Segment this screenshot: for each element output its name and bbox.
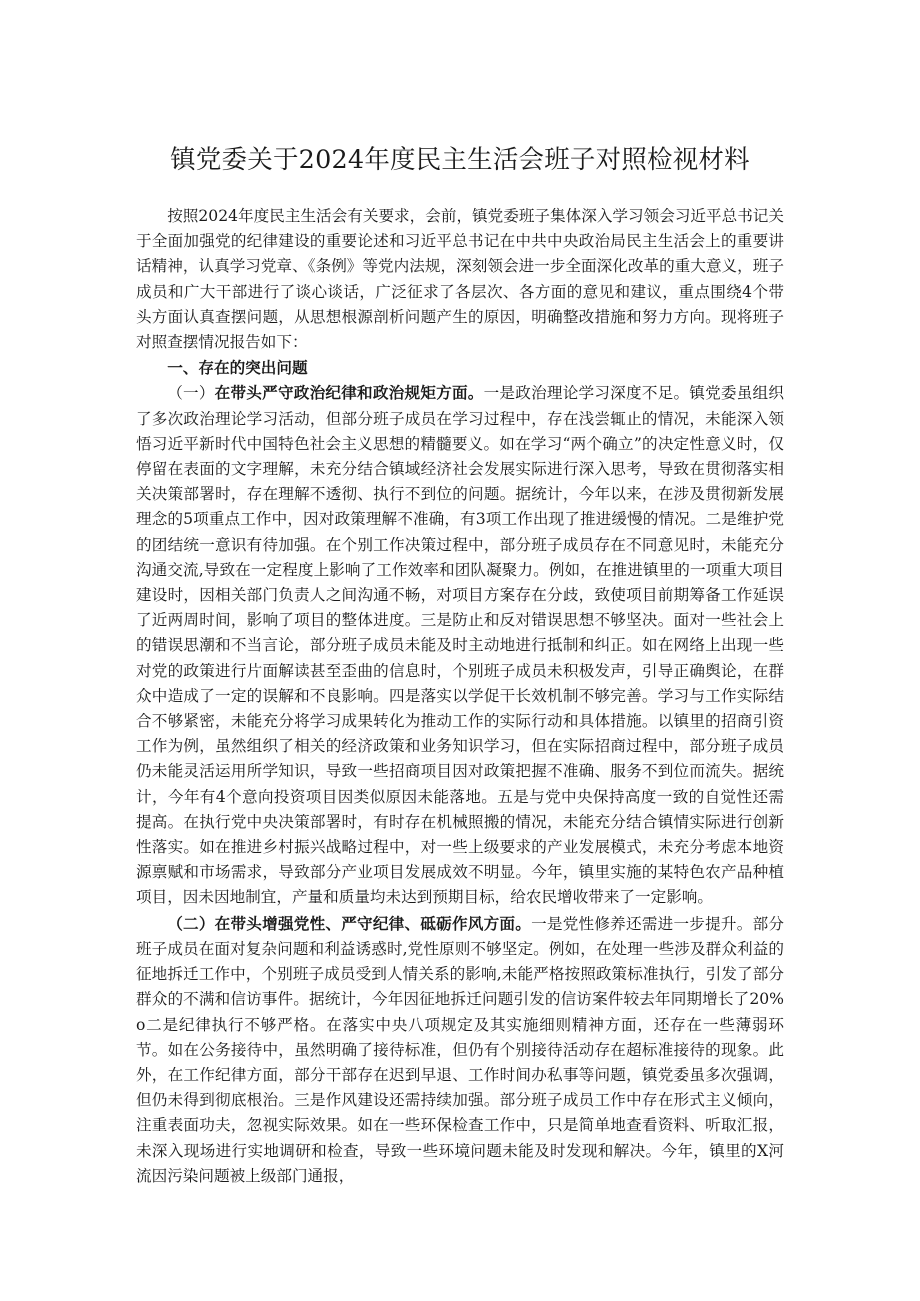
- item1-number: （一）: [167, 384, 215, 403]
- item1-paragraph: [136, 380, 784, 910]
- section-heading-problems: 一、存在的突出问题: [167, 358, 308, 378]
- item1-body: 一是政治理论学习深度不足。镇党委虽组织了多次政治理论学习活动，但部分班子成员在学习过程中，存在浅尝辄止的情况，未能深入领悟习近平新时代中国特色社会主义思想的精髓要义。如在学习“两个确立”的决定性意义时，仅停留在表面的文字理解，未充分结合镇域经济社会发展实际进行深入思考，导致在贯彻落实相关决策部署时，存在理解不透彻、执行不到位的问题。据统计，今年以来，在涉及贯彻新发展理念的5项重点工作中，因对政策理解不准确，有3项工作出现了推进缓慢的情况。二是维护党的团结统一意识有待加强。在个别工作决策过程中，部分班子成员存在不同意见时，未能充分沟通交流,导致在一定程度上影响了工作效率和团队凝聚力。例如，在推进镇里的一项重大项目建设时，因相关部门负责人之间沟通不畅，对项目方案存在分歧，致使项目前期筹备工作延误了近两周时间，影响了项目的整体进度。三是防止和反对错误思想不够坚决。面对一些社会上的错误思潮和不当言论，部分班子成员未能及时主动地进行抵制和纠正。如在网络上出现一些对党的政策进行片面解读甚至歪曲的信息时，个别班子成员未积极发声，引导正确舆论，在群众中造成了一定的误解和不良影响。四是落实以学促干长效机制不够完善。学习与工作实际结合不够紧密，未能充分将学习成果转化为推动工作的实际行动和具体措施。以镇里的招商引资工作为例，虽然组织了相关的经济政策和业务知识学习，但在实际招商过程中，部分班子成员仍未能灵活运用所学知识，导致一些招商项目因对政策把握不准确、服务不到位而流失。据统计，今年有4个意向投资项目因类似原因未能落地。五是与党中央保持高度一致的自觉性还需提高。在执行党中央决策部署时，有时存在机械照搬的情况，未能充分结合镇情实际进行创新性落实。如在推进乡村振兴战略过程中，对一些上级要求的产业发展模式，未充分考虑本地资源禀赋和市场需求，导致部分产业项目发展成效不明显。今年，镇里实施的某特色农产品种植项目，因未因地制宜，产量和质量均未达到预期目标，给农民增收带来了一定影响。: [136, 384, 784, 907]
- document-page: [136, 140, 784, 1189]
- item2-paragraph: [136, 911, 784, 1189]
- item2-lead: 在带头增强党性、严守纪律、砥砺作风方面。: [214, 913, 532, 933]
- item2-body: 一是党性修养还需进一步提升。部分班子成员在面对复杂问题和利益诱惑时,党性原则不够坚定。例如，在处理一些涉及群众利益的征地拆迁工作中，个别班子成员受到人情关系的影响,未能严格按照政策标准执行，引发了部分群众的不满和信访事件。据统计，今年因征地拆迁问题引发的信访案件较去年同期增长了20%o二是纪律执行不够严格。在落实中央八项规定及其实施细则精神方面，还存在一些薄弱环节。如在公务接待中，虽然明确了接待标准，但仍有个别接待活动存在超标准接待的现象。此外，在工作纪律方面，部分干部存在迟到早退、工作时间办私事等问题，镇党委虽多次强调，但仍未得到彻底根治。三是作风建设还需持续加强。部分班子成员工作中存在形式主义倾向，注重表面功夫，忽视实际效果。如在一些环保检查工作中，只是简单地查看资料、听取汇报，未深入现场进行实地调研和检查，导致一些环境问题未能及时发现和解决。今年，镇里的X河流因污染问题被上级部门通报，: [136, 914, 784, 1185]
- item2-number: （二）: [167, 913, 215, 933]
- document-title: 镇党委关于2024年度民主生活会班子对照检视材料: [170, 145, 750, 175]
- intro-paragraph: 按照2024年度民主生活会有关要求，会前，镇党委班子集体深入学习领会习近平总书记关于全面加强党的纪律建设的重要论述和习近平总书记在中共中央政治局民主生活会上的重要讲话精神，认真学习党章、《条例》等党内法规，深刻领会进一步全面深化改革的重大意义，班子成员和广大干部进行了谈心谈话，广泛征求了各层次、各方面的意见和建议，重点围绕4个带头方面认真查摆问题，从思想根源剖析问题产生的原因，明确整改措施和努力方向。现将班子对照查摆情况报告如下：: [136, 207, 784, 352]
- item1-lead: 在带头严守政治纪律和政治规矩方面。: [214, 383, 484, 403]
